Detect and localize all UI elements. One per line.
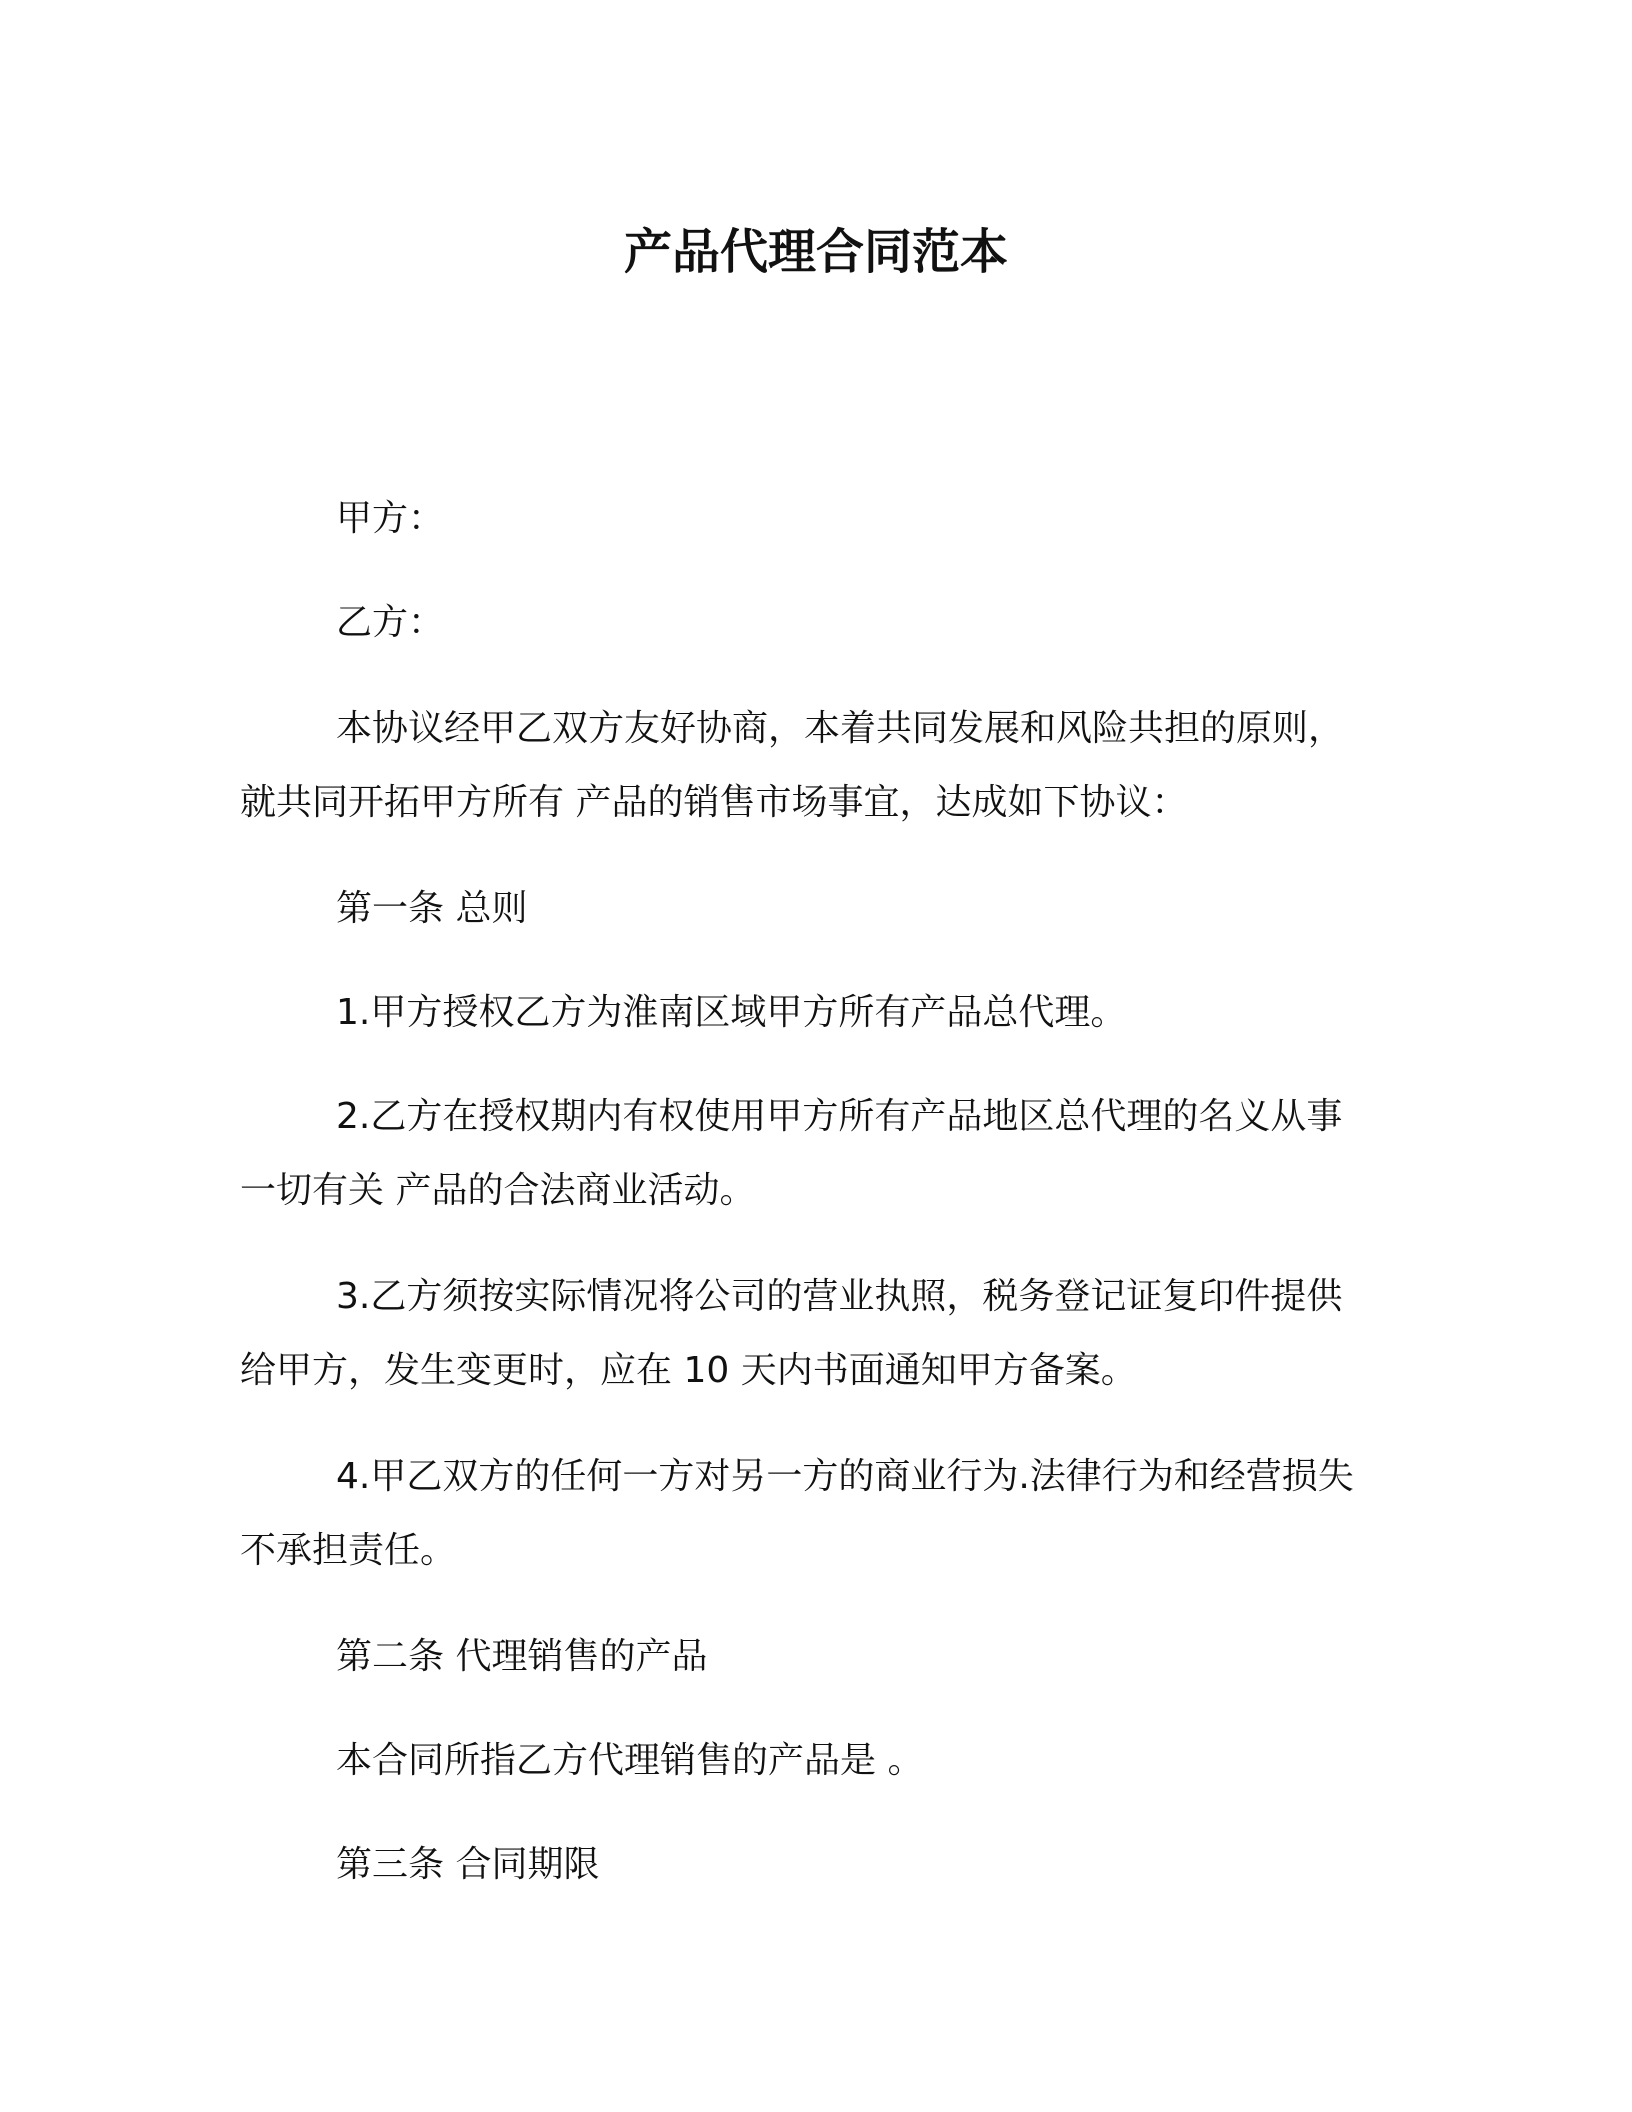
article-1-item-4-line-1: 4.甲乙双方的任何一方对另一方的商业行为.法律行为和经营损失: [336, 1456, 1354, 1497]
document-title: 产品代理合同范本: [623, 224, 1008, 280]
article-1-heading-text: 第一条 总则: [336, 888, 528, 929]
preamble-line-1: 本协议经甲乙双方友好协商，本着共同发展和风险共担的原则，: [336, 708, 1345, 749]
party-b-label: 乙方：: [336, 602, 445, 643]
article-2-body-text: 本合同所指乙方代理销售的产品是 。: [336, 1740, 924, 1781]
article-1-item-4: [240, 1440, 1400, 1588]
article-3-heading: [240, 1828, 1400, 1902]
party-b-line: [240, 586, 1400, 660]
article-1-item-2: [240, 1080, 1400, 1228]
article-2-heading: [240, 1620, 1400, 1694]
article-3-heading-text: 第三条 合同期限: [336, 1844, 600, 1885]
article-1-heading: [240, 872, 1400, 946]
party-a-label: 甲方：: [336, 498, 445, 539]
article-1-item-3: [240, 1260, 1400, 1408]
preamble-paragraph: [240, 692, 1400, 840]
article-1-item-1-text: 1.甲方授权乙方为淮南区域甲方所有产品总代理。: [336, 992, 1127, 1033]
article-1-item-1: [240, 976, 1400, 1050]
article-2-heading-text: 第二条 代理销售的产品: [336, 1636, 708, 1677]
article-1-item-4-line-2: 不承担责任。: [240, 1530, 457, 1571]
article-1-item-3-line-2: 给甲方，发生变更时，应在 10 天内书面通知甲方备案。: [240, 1350, 1137, 1391]
article-1-item-2-line-2: 一切有关 产品的合法商业活动。: [240, 1170, 756, 1211]
article-2-body: [240, 1724, 1400, 1798]
article-1-item-3-line-1: 3.乙方须按实际情况将公司的营业执照，税务登记证复印件提供: [336, 1276, 1343, 1317]
article-1-item-2-line-1: 2.乙方在授权期内有权使用甲方所有产品地区总代理的名义从事: [336, 1096, 1343, 1137]
party-a-line: [240, 482, 1400, 556]
preamble-line-2: 就共同开拓甲方所有 产品的销售市场事宜，达成如下协议：: [240, 782, 1188, 823]
